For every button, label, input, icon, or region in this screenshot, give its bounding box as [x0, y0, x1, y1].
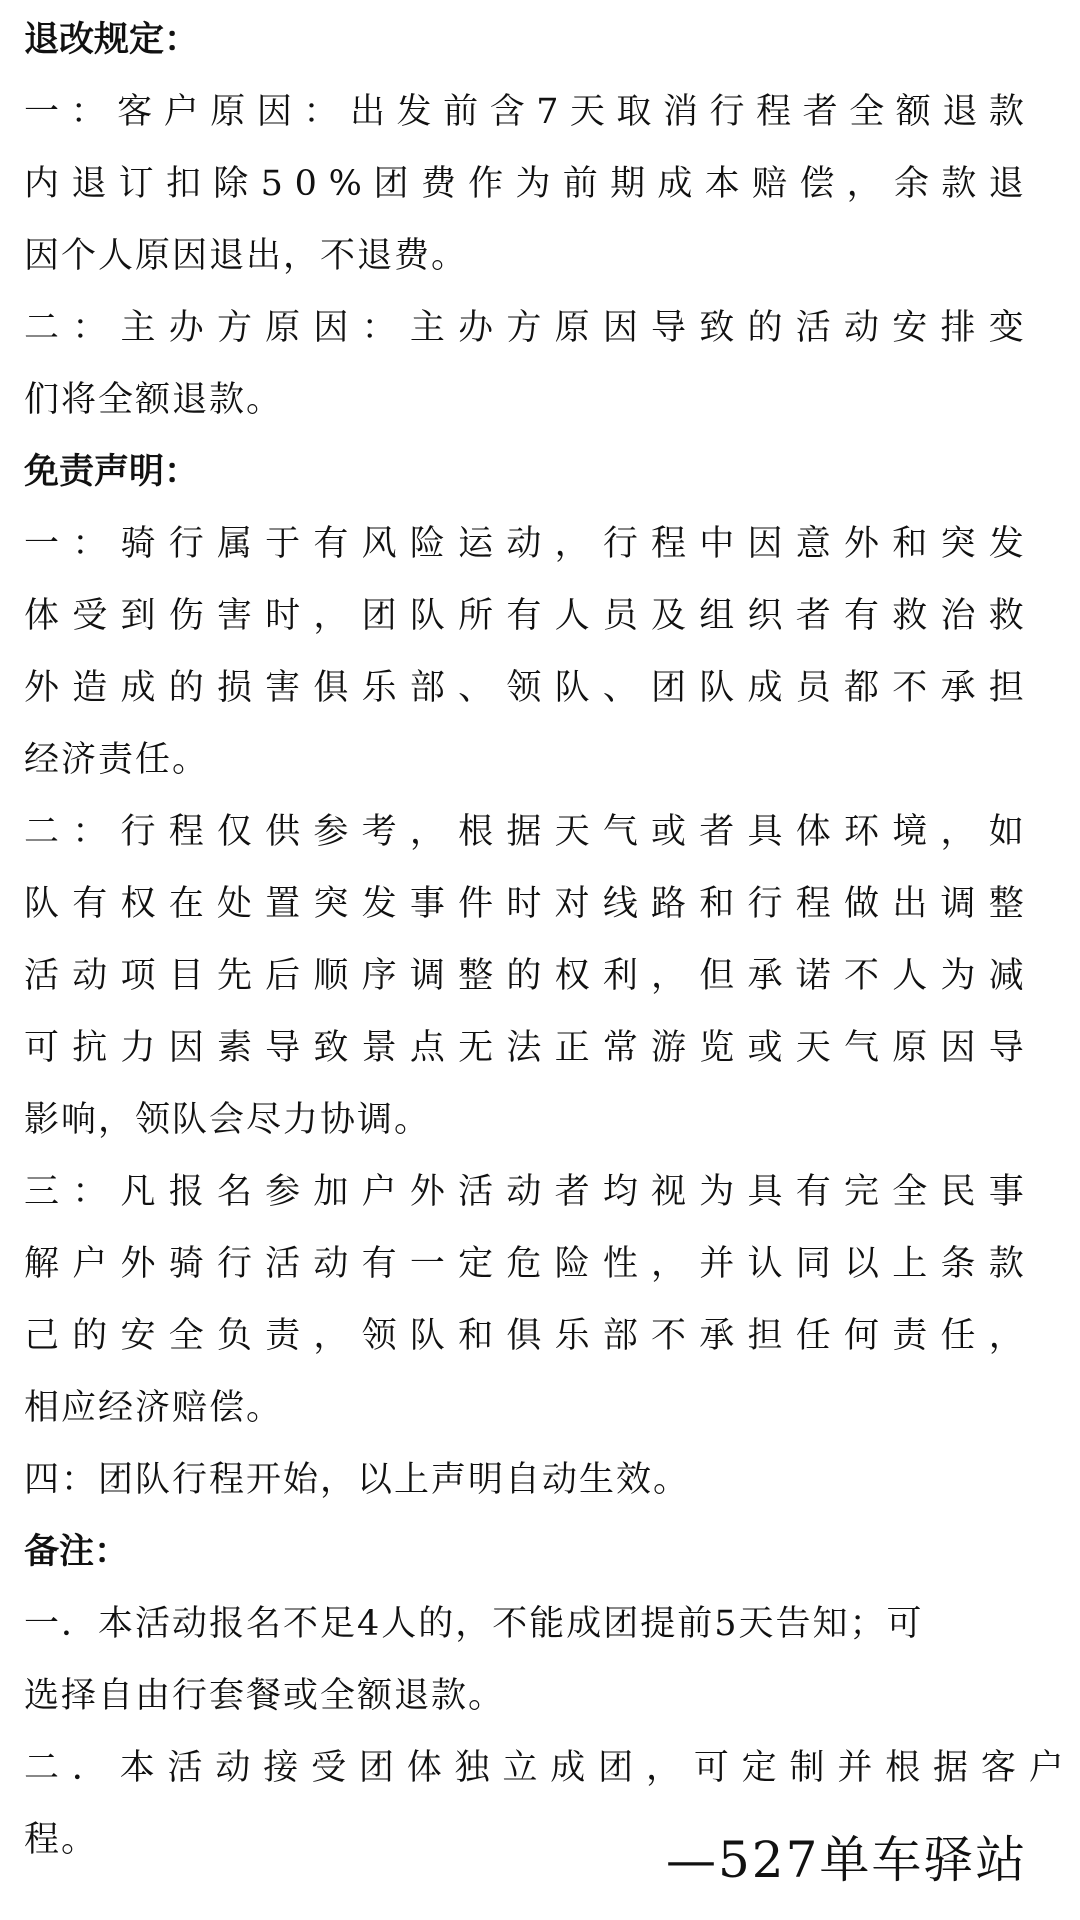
refund-policy-line: 内 退 订 扣 除 5 0 % 团 费 作 为 前 期 成 本 赔 偿 ， 余 款 退: [24, 164, 1024, 204]
notes-line: 选择自由行套餐或全额退款。: [24, 1676, 506, 1716]
disclaimer-line: 解 户 外 骑 行 活 动 有 一 定 危 险 性 ， 并 认 同 以 上 条 款: [24, 1244, 1024, 1284]
disclaimer-line: 一 ： 骑 行 属 于 有 风 险 运 动 ， 行 程 中 因 意 外 和 突 发: [24, 524, 1024, 564]
refund-policy-line: 二 ： 主 办 方 原 因 ： 主 办 方 原 因 导 致 的 活 动 安 排 变: [24, 308, 1024, 348]
disclaimer-line: 外 造 成 的 损 害 俱 乐 部 、 领 队 、 团 队 成 员 都 不 承 担: [24, 668, 1024, 708]
disclaimer-line: 体 受 到 伤 害 时 ， 团 队 所 有 人 员 及 组 织 者 有 救 治 救: [24, 596, 1024, 636]
disclaimer-line: 四：团队行程开始，以上声明自动生效。: [24, 1460, 691, 1500]
disclaimer-line: 队 有 权 在 处 置 突 发 事 件 时 对 线 路 和 行 程 做 出 调 整: [24, 884, 1024, 924]
refund-policy-line: 们将全额退款。: [24, 380, 284, 420]
disclaimer-line: 相应经济赔偿。: [24, 1388, 284, 1428]
disclaimer-line: 影响，领队会尽力协调。: [24, 1100, 432, 1140]
disclaimer-line: 二 ： 行 程 仅 供 参 考 ， 根 据 天 气 或 者 具 体 环 境 ， 如: [24, 812, 1024, 852]
refund-policy-line: 一 ： 客 户 原 因 ： 出 发 前 含 7 天 取 消 行 程 者 全 额 退 款: [24, 92, 1024, 132]
disclaimer-line: 经济责任。: [24, 740, 210, 780]
disclaimer-line: 活 动 项 目 先 后 顺 序 调 整 的 权 利 ， 但 承 诺 不 人 为 减: [24, 956, 1024, 996]
disclaimer-line: 己 的 安 全 负 责 ， 领 队 和 俱 乐 部 不 承 担 任 何 责 任 ，: [24, 1316, 1024, 1356]
disclaimer-line: 三 ： 凡 报 名 参 加 户 外 活 动 者 均 视 为 具 有 完 全 民 事: [24, 1172, 1024, 1212]
notes-line: 一．本活动报名不足4人的，不能成团提前5天告知；可: [24, 1604, 924, 1644]
notes-line: 二 ． 本 活 动 接 受 团 体 独 立 成 团 ， 可 定 制 并 根 据 客 户: [24, 1748, 1064, 1788]
disclaimer-line: 可 抗 力 因 素 导 致 景 点 无 法 正 常 游 览 或 天 气 原 因 导: [24, 1028, 1024, 1068]
signature: —527单车驿站: [666, 1831, 1028, 1889]
section-heading-disclaimer: 免责声明：: [24, 452, 200, 492]
notes-line: 程。: [24, 1820, 99, 1860]
section-heading-refund-policy: 退改规定：: [24, 20, 200, 60]
refund-policy-line: 因个人原因退出，不退费。: [24, 236, 469, 276]
section-heading-notes: 备注：: [24, 1532, 130, 1572]
